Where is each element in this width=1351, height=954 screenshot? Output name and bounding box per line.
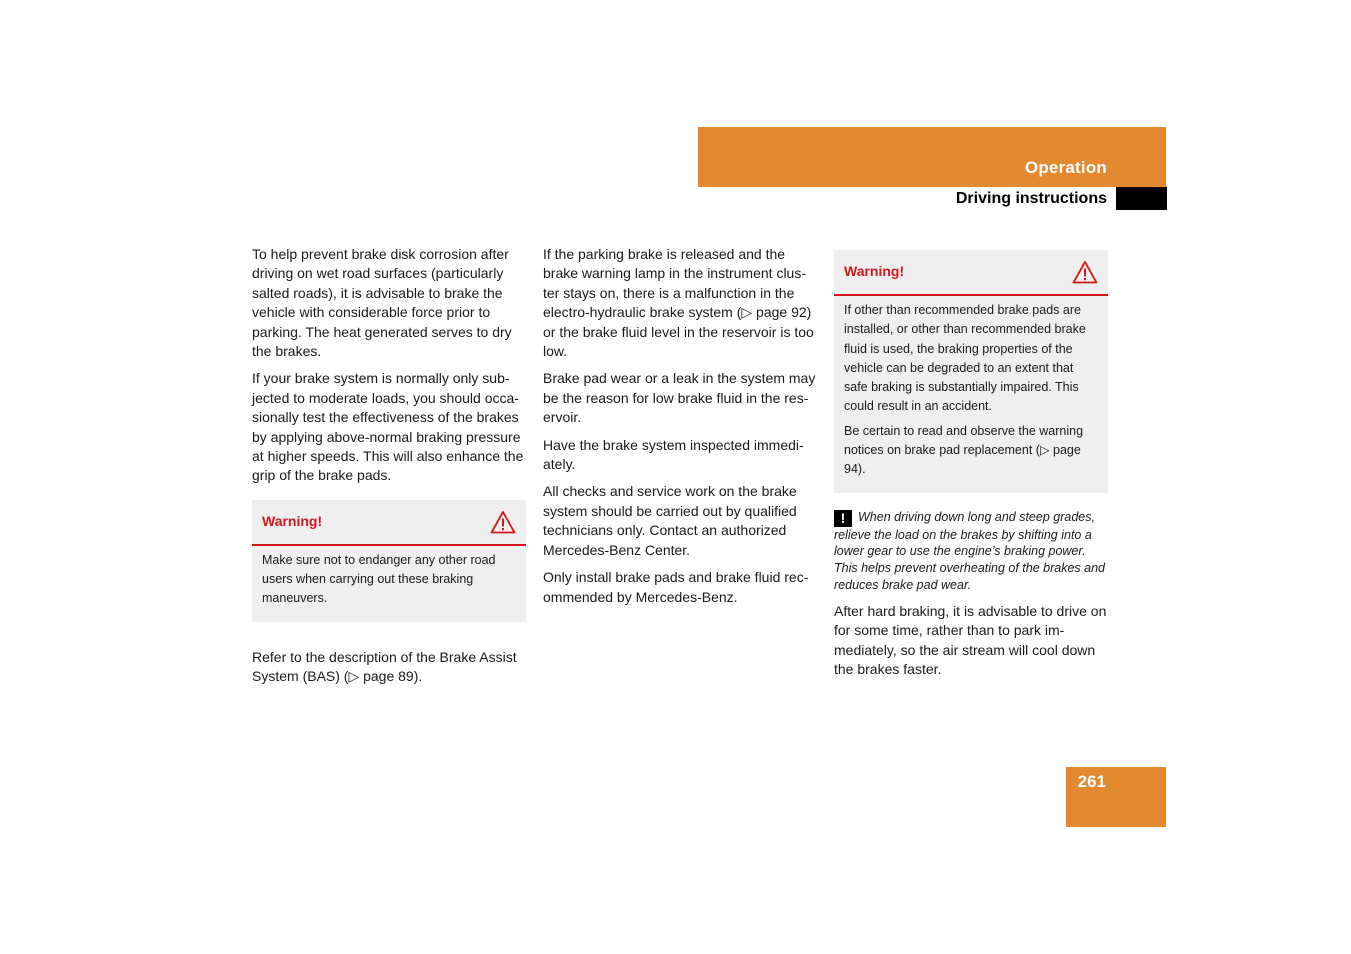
column-1 xyxy=(252,245,526,695)
paragraph: Only install brake pads and brake fluid rec-ommended by Mercedes-Benz. xyxy=(543,569,809,605)
note-text: When driving down long and steep grades, relieve the load on the brakes by shifting into a lower gear to use the engine’s braking power. This helps prevent overheating of the brakes and reduces brake pad wear. xyxy=(834,509,1106,593)
column-2 xyxy=(543,245,817,615)
subsection-title: Driving instructions xyxy=(955,190,1107,207)
warning-triangle-icon xyxy=(1072,260,1098,284)
warning-text: Be certain to read and observe the warning notices on brake pad replacement (▷ page 94). xyxy=(844,423,1084,477)
paragraph: Refer to the description of the Brake Assist System (BAS) (▷ page 89). xyxy=(252,648,517,685)
warning-triangle-icon xyxy=(490,510,516,534)
paragraph: If the parking brake is released and the brake warning lamp in the instrument clus-ter stays on, there is a malfunction in the electro-hydraulic brake system (▷ page 92) or the brake fluid level in the reservoir is too low. xyxy=(543,246,814,360)
warning-label: Warning! xyxy=(844,263,905,280)
warning-text: If other than recommended brake pads are installed, or other than recommended brake fluid is used, the braking properties of the vehicle can be degraded to an extent that safe braking is substantially impaired. This could result in an accident. xyxy=(844,303,1086,414)
warning-text: Make sure not to endanger any other road users when carrying out these braking maneuvers. xyxy=(262,552,496,606)
page-number: 261 xyxy=(1077,772,1106,791)
warning-body xyxy=(252,546,526,622)
warning-label: Warning! xyxy=(262,513,323,530)
warning-box xyxy=(834,250,1108,493)
warning-header xyxy=(834,250,1108,296)
note xyxy=(834,509,1108,594)
section-title: Operation xyxy=(1024,158,1107,177)
section-tab-marker xyxy=(1116,187,1167,210)
paragraph: To help prevent brake disk corrosion after driving on wet road surfaces (particularly salted roads), it is advisable to brake the vehicle with considerable force prior to parking. The heat generated serves to dry the brakes. xyxy=(252,246,512,360)
paragraph: After hard braking, it is advisable to drive on for some time, rather than to park im-mediately, so the air stream will cool down the brakes faster. xyxy=(834,602,1107,678)
warning-header xyxy=(252,500,526,546)
paragraph: Brake pad wear or a leak in the system may be the reason for low brake fluid in the res-ervoir. xyxy=(543,370,816,426)
exclamation-icon: ! xyxy=(834,510,852,527)
paragraph: Have the brake system inspected immedi-ately. xyxy=(543,436,804,473)
paragraph: If your brake system is normally only sub-jected to moderate loads, you should occa-sionally test the effectiveness of the brakes by applying above-normal braking pressure at higher speeds. This will also enhance the grip of the brake pads. xyxy=(252,370,524,484)
warning-box xyxy=(252,500,526,622)
header-bar xyxy=(698,127,1166,187)
column-3 xyxy=(834,245,1108,687)
paragraph: All checks and service work on the brake system should be carried out by qualified technicians only. Contact an authorized Mercedes-Benz Center. xyxy=(543,483,797,558)
warning-body xyxy=(834,296,1108,493)
